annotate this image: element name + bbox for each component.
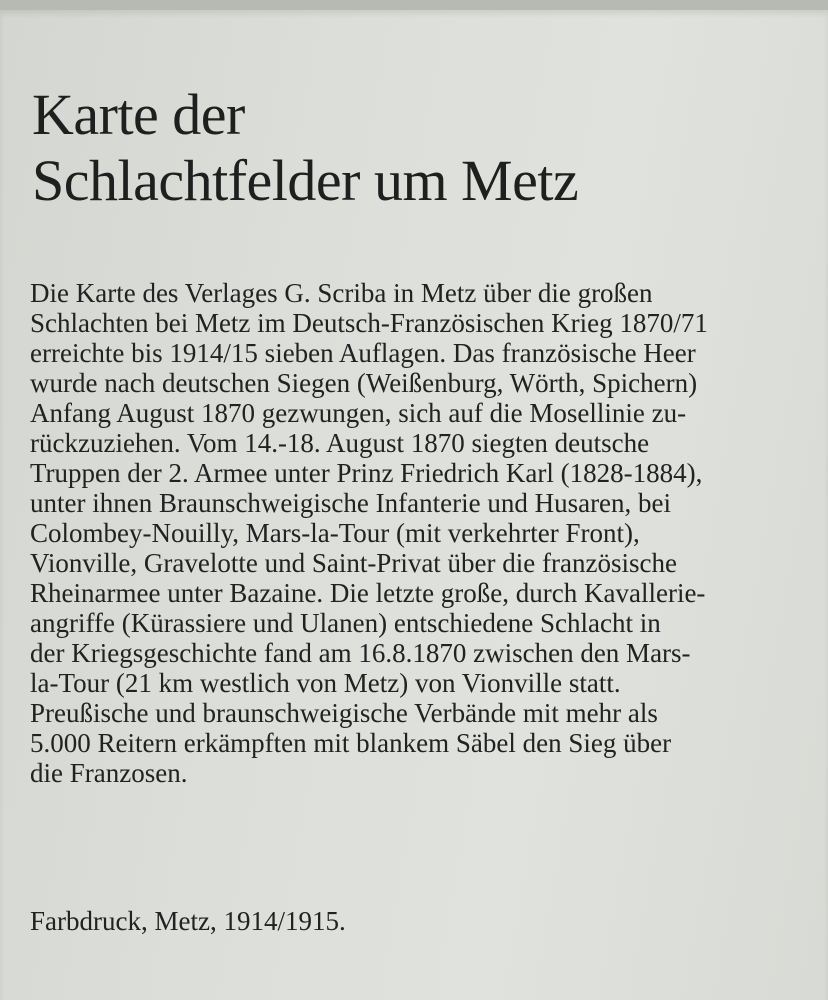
text-line: die Franzosen. [30, 758, 188, 788]
title-line: Karte der [32, 82, 245, 147]
text-line: Schlachten bei Metz im Deutsch-Französischen Krieg 1870/71 [30, 308, 708, 338]
text-line: 5.000 Reitern erkämpften mit blankem Säbel den Sieg über [30, 728, 672, 758]
text-line: unter ihnen Braunschweigische Infanterie und Husaren, bei [30, 488, 672, 518]
text-line: Rheinarmee unter Bazaine. Die letzte große, durch Kavallerie- [30, 578, 706, 608]
text-line: Truppen der 2. Armee unter Prinz Friedrich Karl (1828-1884), [30, 458, 703, 488]
text-line: Anfang August 1870 gezwungen, sich auf die Mosellinie zu- [30, 398, 687, 428]
text-line: angriffe (Kürassiere und Ulanen) entschiedene Schlacht in [30, 608, 661, 638]
text-line: Preußische und braunschweigische Verbände mit mehr als [30, 698, 658, 728]
text-line: Vionville, Gravelotte und Saint-Privat über die französische [30, 548, 677, 578]
text-line: la-Tour (21 km westlich von Metz) von Vionville statt. [30, 668, 621, 698]
info-panel [0, 10, 828, 1000]
page-title [32, 82, 578, 214]
text-line: rückzuziehen. Vom 14.-18. August 1870 siegten deutsche [30, 428, 650, 458]
text-line: Die Karte des Verlages G. Scriba in Metz über die großen [30, 278, 653, 308]
text-line: der Kriegsgeschichte fand am 16.8.1870 zwischen den Mars- [30, 638, 691, 668]
title-line: Schlachtfelder um Metz [32, 148, 579, 213]
text-line: Colombey-Nouilly, Mars-la-Tour (mit verkehrter Front), [30, 518, 640, 548]
print-credit: Farbdruck, Metz, 1914/1915. [30, 906, 346, 936]
text-line: wurde nach deutschen Siegen (Weißenburg, Wörth, Spichern) [30, 368, 698, 398]
description-paragraph [30, 278, 820, 788]
text-line: erreichte bis 1914/15 sieben Auflagen. Das französische Heer [30, 338, 696, 368]
